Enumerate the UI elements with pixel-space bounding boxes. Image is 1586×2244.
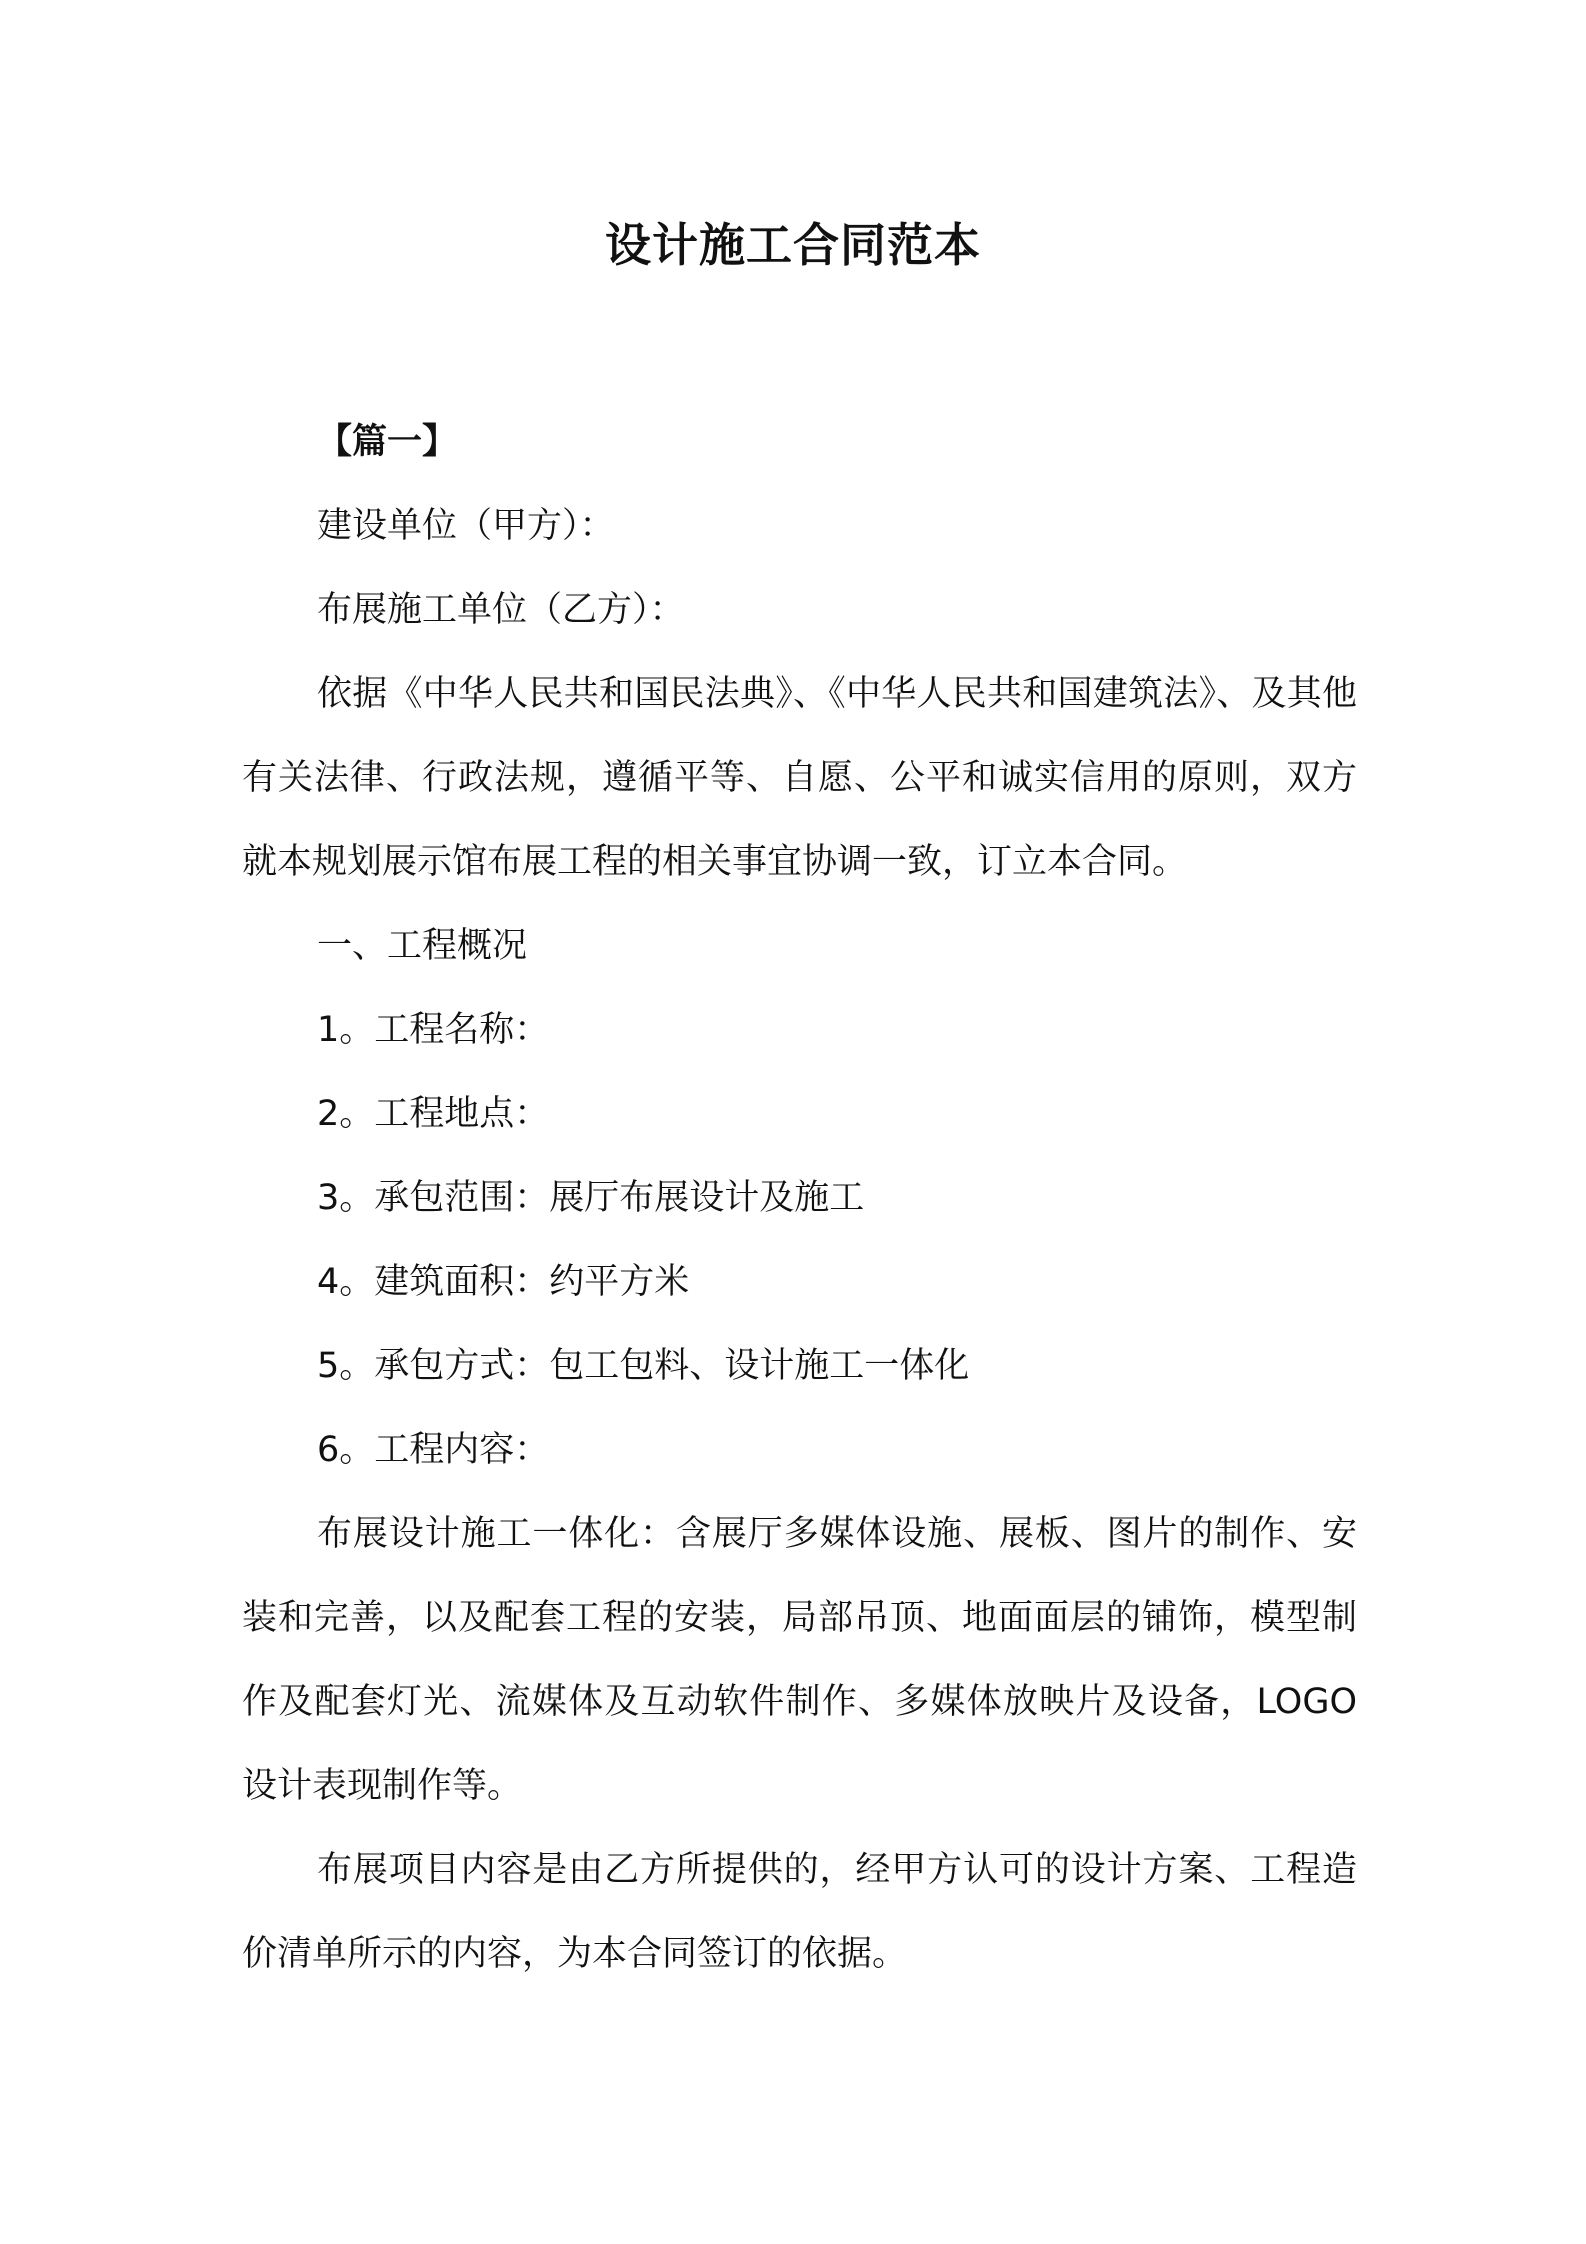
project-content-line: 6。工程内容： bbox=[317, 1430, 550, 1470]
contract-method-line: 5。承包方式：包工包料、设计施工一体化 bbox=[317, 1346, 970, 1386]
party-b-line: 布展施工单位（乙方）： bbox=[317, 590, 685, 630]
party-a-line: 建设单位（甲方）： bbox=[317, 506, 615, 546]
document-body bbox=[242, 400, 1357, 1996]
section-heading: 一、工程概况 bbox=[317, 926, 528, 966]
document-title: 设计施工合同范本 bbox=[605, 218, 981, 272]
project-name-line: 1。工程名称： bbox=[317, 1010, 550, 1050]
project-location-line: 2。工程地点： bbox=[317, 1094, 550, 1134]
building-area-line: 4。建筑面积：约平方米 bbox=[317, 1262, 690, 1302]
basis-paragraph: 布展项目内容是由乙方所提供的，经甲方认可的设计方案、工程造价清单所示的内容，为本合同签订的依据。 bbox=[242, 1850, 1357, 1974]
section-marker: 【篇一】 bbox=[317, 422, 458, 462]
contract-scope-line: 3。承包范围：展厅布展设计及施工 bbox=[317, 1178, 865, 1218]
preamble-paragraph: 依据《中华人民共和国民法典》、《中华人民共和国建筑法》、及其他有关法律、行政法规，遵循平等、自愿、公平和诚实信用的原则，双方就本规划展示馆布展工程的相关事宜协调一致，订立本合同。 bbox=[242, 674, 1357, 882]
content-detail-paragraph: 布展设计施工一体化：含展厅多媒体设施、展板、图片的制作、安装和完善，以及配套工程的安装，局部吊顶、地面面层的铺饰，模型制作及配套灯光、流媒体及互动软件制作、多媒体放映片及设备，LOGO 设计表现制作等。 bbox=[242, 1514, 1357, 1806]
